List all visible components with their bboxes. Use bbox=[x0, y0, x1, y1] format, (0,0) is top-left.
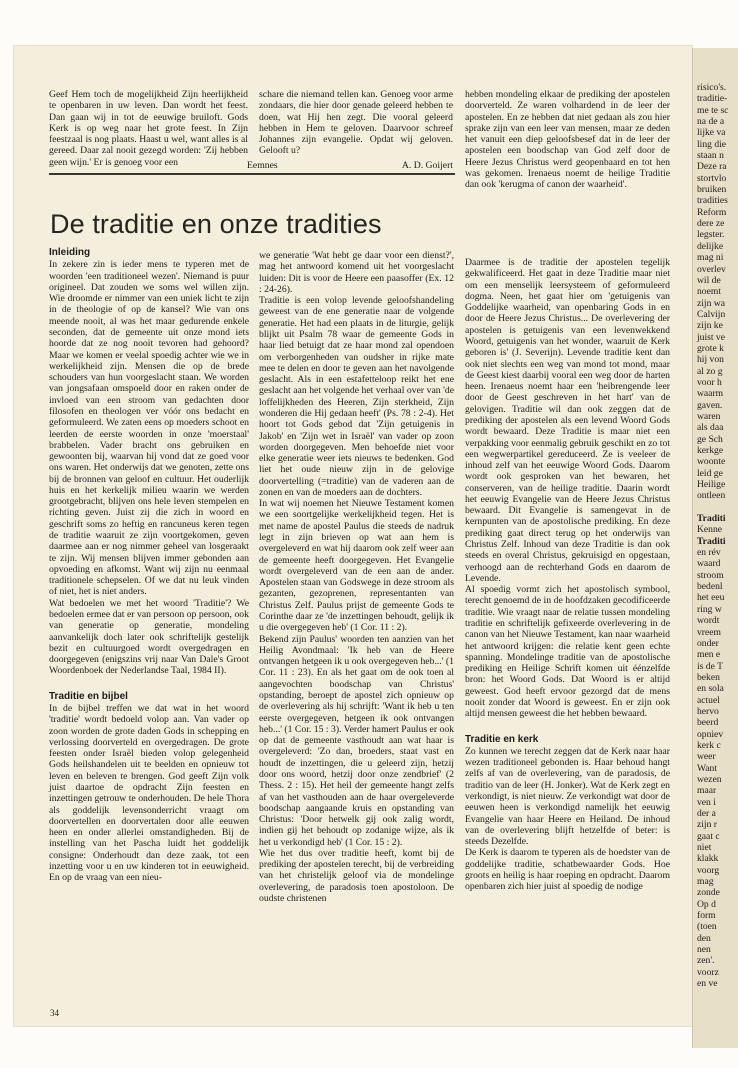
strip-line: wordt bbox=[697, 615, 720, 627]
paragraph: Daarmee is de traditie der apostelen tegelijk gekwalificeerd. Het gaat in deze Traditie maar niet om een menselijk leersysteem of geformuleerd dogma. Neen, het gaat hier om 'getuigenis van Goddelijke waarheid, van openbaring Gods in en door de Heere Jezus Christus... De overlevering der apostelen is getuigenis van een levenwekkend Woord, getuigenis van het wonder, waaruit de Kerk geboren is' (J. Severijn). Levende traditie kent dan ook niet slechts een weg van mond tot mond, maar de Geest kiest daarbij vooral een weg door de harten heen. Irenaeus noemt haar een 'heibrengende leer door de Geest geschreven in het hart' van de gelovigen. Traditie wil dan ook zeggen dat de prediking der apostelen als een levend Woord Gods wordt bewaard. Deze Traditie is maar niet een verpakking voor eenmalig gebruik geschikt en zo tot een wegwerpartikel gereduceerd. Ze is veeleer de inhoud zelf van het eeuwige Woord Gods. Daarom wordt ook gesproken van het bewaren, het conserveren, van de heilige traditie. Daarin wordt het eeuwig Evangelie van de Heere Jezus Christus bewaard. Dit Evangelie is samengevat in de kernpunten van de apostolische prediking. En deze prediking gaat direct terug op het onderwijs van Christus Zelf. Inhoud van deze Traditie is dan ook steeds en overal Christus, gekruisigd en opgestaan, verhoogd aan de rechterhand Gods en daarom de Levende. bbox=[465, 257, 670, 584]
strip-line: den bbox=[697, 932, 711, 944]
strip-line: traditie- bbox=[697, 93, 728, 105]
strip-line: grote k bbox=[697, 342, 724, 354]
strip-line: ontleen bbox=[697, 490, 726, 502]
paragraph: Traditie is een volop levende geloofshandeling geweest van de ene generatie naar de volgende generatie. Het had een plaats in de liturgie, gelijk blijkt uit Psalm 78 waar de gemeente Gods in haar lied betuigt dat ze haar mond zal opendoen om verborgenheden van oudsher in rijke mate mee te delen en door te geven aan het navolgende geslacht. Als in een estafetteloop reikt het ene geslacht aan het volgende het verhaal over van 'de loffelijkheden des Heeren, Zijn sterkheid, Zijn wonderen die Hij gedaan heeft' (Ps. 78 : 2-4). Het hoort tot Gods gebod dat 'Zijn getuigenis in Jakob' en 'Zijn wet in Israël' van vader op zoon worden doorgegeven. Men behoefde niet voor elke generatie weer iets nieuws te bedenken. God liet het oude nieuw zijn in de gelovige doorvertelling (=traditie) van de vaderen aan de zonen en van de moeders aan de dochters. bbox=[259, 295, 454, 498]
signature-place: Eemnes bbox=[247, 160, 278, 171]
strip-line: hervo bbox=[697, 705, 719, 717]
strip-line: voorg bbox=[697, 864, 720, 876]
strip-line: kerkge bbox=[697, 445, 724, 456]
strip-line: gaat c bbox=[697, 830, 720, 842]
strip-line: zen'. bbox=[697, 955, 715, 967]
strip-line: actuel bbox=[697, 694, 720, 706]
previous-article-column-2 bbox=[259, 89, 453, 157]
strip-line: Op d bbox=[697, 898, 716, 910]
strip-line: zijn ke bbox=[697, 320, 723, 332]
paragraph: Geef Hem toch de mogelijkheid Zijn heerlijkheid te openbaren in uw leven. Dan wordt het feest. Dan gaan wij in tot de eeuwige bruiloft. Gods Kerk is op weg naar het grote feest. In Zijn feestzaal is nog plaats. Haast u wel, want alles is al gereed. Daar zal nooit gezegd worden: 'Zij hebben geen wijn.' Er is genoeg voor een bbox=[49, 89, 248, 168]
strip-line: beken bbox=[697, 671, 720, 683]
strip-line: al zo g bbox=[697, 365, 723, 377]
paragraph: De Kerk is daarom te typeren als de hoedster van de goddelijke traditie, schatbewaarder Gods. Hoe groots en heilig is haar roeping en opdracht. Daarom openbaren zich hier juist al spoedig de nodige bbox=[465, 847, 670, 893]
strip-line: Calvijn bbox=[697, 308, 726, 320]
article-column-1 bbox=[49, 247, 249, 883]
strip-line: bruiken bbox=[697, 184, 727, 196]
strip-line: en sola bbox=[697, 683, 724, 695]
paragraph: schare die niemand tellen kan. Genoeg voor arme zondaars, die hier door genade geleerd hebben te doen, wat Hij hen zegt. Die vooral geleerd hebben in Hem te geloven. Daarvoor schreef Johannes zijn evangelie. Opdat wij geloven. Gelooft u? bbox=[259, 89, 453, 157]
strip-line: maar bbox=[697, 785, 717, 797]
page-number: 34 bbox=[50, 1008, 59, 1018]
strip-line: lijke va bbox=[697, 127, 726, 139]
article-title: De traditie en onze tradities bbox=[50, 209, 382, 239]
section-heading: Inleiding bbox=[49, 247, 91, 258]
strip-line: men e bbox=[697, 649, 721, 661]
article-column-3 bbox=[465, 257, 670, 892]
strip-line: waarm bbox=[697, 388, 724, 400]
strip-line: leid ge bbox=[697, 467, 723, 479]
section-heading: Traditie en kerk bbox=[465, 733, 539, 745]
strip-line: staan n bbox=[697, 150, 724, 162]
strip-line: opniev bbox=[697, 728, 724, 740]
strip-line: bedenl bbox=[697, 581, 723, 593]
strip-line: ling die bbox=[697, 138, 727, 150]
strip-line: wezen bbox=[697, 773, 722, 785]
strip-line: zonde bbox=[697, 887, 720, 899]
article-column-2 bbox=[259, 250, 454, 904]
paragraph: we generatie 'Wat hebt ge daar voor een dienst?', mag het antwoord komend uit het voorgeslacht luiden: Dit is voor de Heere een paasoffer (Ex. 12 : 24-26). bbox=[259, 250, 454, 295]
strip-line: delijke bbox=[697, 240, 724, 252]
article-signature bbox=[247, 160, 453, 171]
facing-page-strip bbox=[692, 48, 738, 1048]
strip-line: Reform bbox=[697, 206, 727, 218]
paragraph: Zo kunnen we terecht zeggen dat de Kerk naar haar wezen traditioneel gebonden is. Haar behoud hangt zelfs af van de overlevering, van de paradosis, de traditio van de leer (H. Jonker). Wat de Kerk zegt en verkondigt, is niet nieuw. Ze verkondigt wat door de eeuwen heen is verkondigd namelijk het eeuwig Evangelie van haar Heere en Heiland. De inhoud van de overlevering blijft hetzelfde of beter: is steeds Dezelfde. bbox=[465, 745, 670, 848]
strip-line: der a bbox=[697, 808, 716, 819]
strip-line: onder bbox=[697, 637, 719, 649]
strip-line: tradities bbox=[697, 195, 728, 207]
strip-line: juist ve bbox=[697, 331, 725, 343]
strip-line: legster. bbox=[697, 229, 725, 241]
strip-line: Heilige bbox=[697, 479, 726, 491]
paragraph: In de bijbel treffen we dat wat in het woord 'traditie' wordt bedoeld volop aan. Van vader op zoon worden de grote daden Gods in schepping en verlossing doorverteld en overgedragen. De grote feesten onder Israël bieden volop gelegenheid Gods heilshandelen uit te beelden en opnieuw tot leven en beleven te brengen. God geeft Zijn volk juist daartoe de opdracht Zijn feesten en inzettingen getrouw te onderhouden. De hele Thora als goddelijk levensonderricht vraagt om doorvertellen en doorvertalen door alle eeuwen heen en onder allerlei omstandigheden. Bij de instelling van het Pascha luidt het goddelijk consigne: Onderhoudt dan deze zaak, tot een inzetting voor u en uw kinderen tot in eeuwigheid. En op de vraag van een nieu- bbox=[49, 702, 249, 884]
strip-line: stroom bbox=[697, 569, 724, 581]
strip-line: noemt bbox=[697, 286, 721, 298]
strip-line: Traditi bbox=[697, 535, 726, 547]
paragraph: In zekere zin is ieder mens te typeren met de woorden 'een traditioneel wezen'. Niemand is puur origineel. Dat zouden we soms wel willen zijn. Wie droomde er nimmer van een uniek licht te zijn in de theologie of op de kansel? Wie van ons meende nooit, al was het maar gedurende enkele seconden, dat de gemeente uit onze mond iets hoorde dat ze nog nooit tevoren had gehoord? Maar we komen er veelal spoedig achter wie we in werkelijkheid zijn. Mensen die op de brede schouders van hun voorgeslacht staan. We worden van jongsafaan omspoeld door en raken onder de invloed van een stroom van gedachten door filosofen en theologen ver vóór ons bedacht en geformuleerd. We zaten eens op moeders schoot en leerden de eerste woorden in onze 'moerstaal' brabbelen. Vader bracht ons gebruiken en gewoonten bij, waarvan hij vond dat ze goed voor ons waren. Het onderwijs dat we genoten, zette ons bij de bronnen van geloof en cultuur. Het ouderlijk huis en het kerkelijk milieu waarin we werden grootgebracht, blijven ons hele leven stempelen en richting geven. Juist zij die zich in woord en geschrift soms zo heftig en rancuneus keren tegen de traditie waaruit ze zijn voortgekomen, geven daarmee aan er nog nimmer geheel van losgeraakt te zijn. Wij mensen blijven immer gebonden aan opvoeding en afkomst. Want wij zijn nu eenmaal traditionele schepselen. Of we dat nu leuk vinden of niet, het is niet anders. bbox=[49, 259, 249, 598]
strip-line: Traditi bbox=[697, 513, 726, 525]
paragraph: In wat wij noemen het Nieuwe Testament komen we een soortgelijke werkelijkheid tegen. Het is met name de apostel Paulus die steeds de nadruk legt in zijn brieven op wat aan hem is overgeleverd en wat hij daarom ook zelf weer aan de gemeente heeft doorgegeven. Het Evangelie wordt overgeleverd van de een aan de ander. Apostelen staan van Godswege in deze stroom als gezanten, gezoprenen, representanten van Christus Zelf. Paulus prijst de gemeente Gods te Corinthe daar ze 'de inzettingen behoudt, gelijk ik u die overgegeven heb' (1 Cor. 11 : 2). bbox=[259, 498, 454, 634]
strip-line: na de a bbox=[697, 116, 725, 128]
strip-line: kerk c bbox=[697, 739, 721, 751]
strip-line: stortvlo bbox=[697, 172, 727, 184]
strip-line: voorz bbox=[697, 966, 719, 978]
strip-line: zijn wa bbox=[697, 297, 725, 309]
strip-line: Deze ra bbox=[697, 161, 727, 173]
strip-line: ven i bbox=[697, 796, 716, 808]
strip-line: woonte bbox=[697, 456, 726, 468]
strip-line: voor h bbox=[697, 376, 722, 388]
strip-line: hij von bbox=[697, 354, 724, 366]
signature-author: A. D. Goijert bbox=[401, 160, 453, 171]
paragraph: hebben mondeling elkaar de prediking der apostelen doorverteld. Ze waren volhardend in de leer der apostelen. En ze hebben dat niet gedaan als zou hier sprake zijn van een leer van mensen, maar ze deden het vanuit een diep geloofsbesef dat in de leer der apostelen een boodschap van God zelf door de Heere Jezus Christus werd geopenbaard en tot hen was gekomen. Irenaeus noemt de heilige Traditie dan ook 'kerugma of canon der waarheid'. bbox=[465, 89, 670, 191]
strip-line: als daa bbox=[697, 422, 724, 434]
strip-line: (toen bbox=[697, 921, 717, 933]
strip-line: me te sc bbox=[697, 104, 729, 116]
strip-line: Want bbox=[697, 762, 718, 774]
strip-line: ring w bbox=[697, 603, 722, 615]
strip-line: is de T bbox=[697, 660, 723, 672]
strip-line: beerd bbox=[697, 717, 719, 729]
strip-line: klakk bbox=[697, 853, 719, 865]
strip-line: Kenne bbox=[697, 524, 723, 536]
strip-line: wil de bbox=[697, 274, 721, 286]
strip-line: waren bbox=[697, 410, 721, 422]
strip-line: mag bbox=[697, 876, 714, 888]
strip-line: ge Sch bbox=[697, 433, 723, 445]
strip-line: weer bbox=[697, 751, 716, 763]
strip-line: vreem bbox=[697, 626, 721, 638]
strip-line: nen bbox=[697, 944, 711, 956]
strip-line: mag ni bbox=[697, 252, 724, 264]
strip-line: dere ze bbox=[697, 218, 725, 230]
previous-article-column-3 bbox=[465, 89, 670, 191]
paragraph: Bekend zijn Paulus' woorden ten aanzien van het Heilig Avondmaal: 'Ik heb van de Heere ontvangen hetgeen ik u ook overgegeven heb...' (1 Cor. 11 : 23). En als het gaat om de ook toen al aangevochten boodschap van Christus' opstanding, beroept de apostel zich opnieuw op de overlevering als hij schrijft: 'Want ik heb u ten eerste overgegeven, hetgeen ik ook ontvangen heb...' (1 Cor. 15 : 3). Verder hamert Paulus er ook op dat de gemeente vasthoudt aan wat haar is overgeleverd: 'Zo dan, broeders, staat vast en houdt de inzettingen, die u geleerd zijn, hetzij door ons woord, hetzij door onze zendbrief' (2 Thess. 2 : 15). Het heil der gemeente hangt zelfs af van het vasthouden aan de haar overgeleverde boodschap aangaande kruis en opstanding van Christus: 'Door hetwelk gij ook zalig wordt, indien gij het behoudt op zodanige wijze, als ik het u verkondigd heb' (1 Cor. 15 : 2). bbox=[259, 633, 455, 848]
paragraph: Al spoedig vormt zich het apostolisch symbool, terecht genoemd de in de hoofdzaken gecodificeerde traditie. Wie vraagt naar de relatie tussen mondeling traditie en schriftelijk gefixeerde overlevering in de canon van het Nieuwe Testament, kan naar waarheid het antwoord krijgen: die relatie kent geen echte spanning. Mondelinge traditie van de apostolische prediking en Heilige Schrift komen uit éénzelfde bron: het Woord Gods. Dat Woord is er altijd geweest. God heeft ervoor gezorgd dat de mens nooit zonder dat Woord is geweest. En er zijn ook altijd mensen geweest die het hebben bewaard. bbox=[465, 584, 670, 720]
strip-line: overlev bbox=[697, 263, 726, 275]
section-divider bbox=[49, 173, 455, 175]
strip-line: het eeu bbox=[697, 592, 725, 604]
paragraph: Wie het dus over traditie heeft, komt bij de prediking der apostelen terecht, bij de verbreiding van het christelijk geloof via de mondelinge overlevering, de paradosis toen apostoloon. De oudste christenen bbox=[259, 847, 454, 905]
strip-line bbox=[693, 502, 738, 513]
strip-line: form bbox=[697, 910, 716, 922]
strip-line: en rév bbox=[697, 547, 721, 559]
paragraph: Wat bedoelen we met het woord 'Traditie'? We bedoelen ermee dat er van persoon op persoon, ook van generatie op generatie, mondeling aanvankelijk doch later ook schriftelijk gestelijk bezit en cultuurgoed wordt overgedragen en doorgegeven (enigszins vrij naar Van Dale's Groot Woordenboek der Nederlandse Taal, 1984 II). bbox=[49, 597, 249, 677]
strip-line: gaven. bbox=[697, 399, 723, 411]
strip-line: niet bbox=[697, 842, 712, 854]
strip-line: risico's. bbox=[697, 82, 727, 93]
strip-line: en ve bbox=[697, 978, 718, 990]
strip-line: waard bbox=[697, 558, 721, 570]
previous-article-column-1 bbox=[49, 89, 248, 168]
strip-line: zijn r bbox=[697, 819, 717, 831]
section-heading: Traditie en bijbel bbox=[49, 690, 128, 702]
